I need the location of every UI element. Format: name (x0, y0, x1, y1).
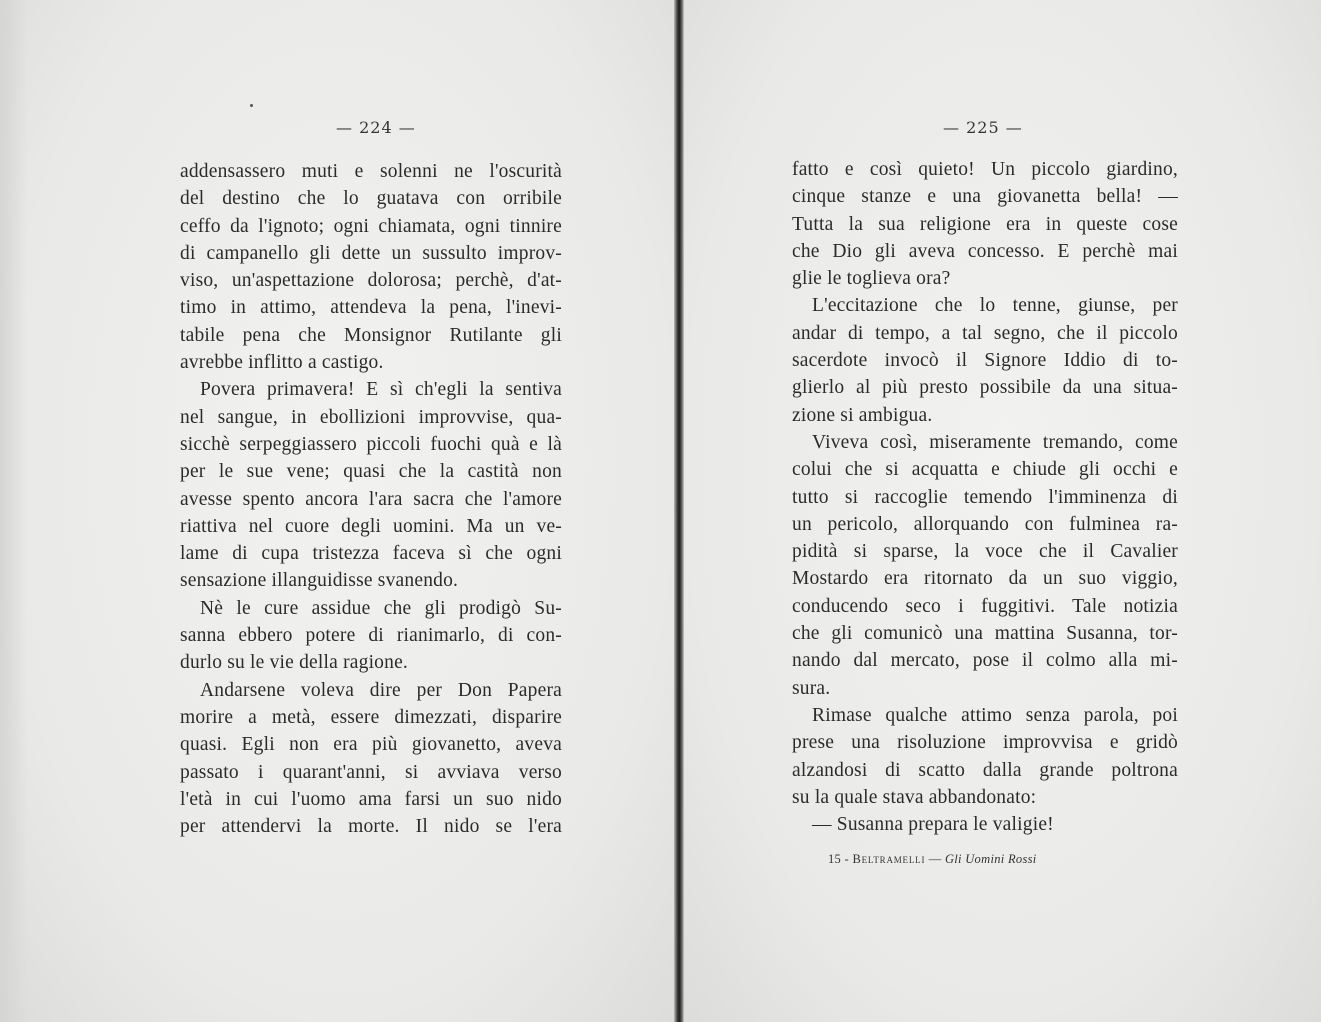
text-line: lame di cupa tristezza faceva sì che ogni (180, 543, 562, 565)
text-line: glie le toglieva ora? (792, 268, 951, 290)
text-line: avrebbe inflitto a castigo. (180, 352, 384, 374)
text-line: per le sue vene; quasi che la castità non (180, 461, 562, 483)
text-line: — Susanna prepara le valigie! (812, 814, 1054, 836)
right-page-text (792, 156, 1178, 838)
text-line: pidità si sparse, la voce che il Cavalier (792, 541, 1178, 563)
text-line: Rimase qualche attimo senza parola, poi (812, 704, 1178, 726)
text-line: Viveva così, miseramente tremando, come (812, 431, 1178, 453)
text-line: conducendo seco i fuggitivi. Tale notizia (792, 595, 1178, 617)
text-line: Tutta la sua religione era in queste cose (792, 213, 1178, 235)
text-line: sanna ebbero potere di rianimarlo, di con- (180, 625, 562, 647)
text-line: fatto e così quieto! Un piccolo giardino, (792, 159, 1178, 180)
footnote-separator: — (928, 852, 942, 866)
text-line: riattiva nel cuore degli uomini. Ma un ve- (180, 515, 562, 537)
text-line: durlo su le vie della ragione. (180, 652, 409, 674)
printer-signature-footnote (828, 852, 1037, 867)
text-line: quasi. Egli non era più giovanetto, aveva (180, 734, 562, 756)
text-line: Povera primavera! E sì ch'egli la sentiva (200, 379, 562, 401)
footnote-title: Gli Uomini Rossi (944, 852, 1037, 866)
text-line: andar di tempo, a tal segno, che il piccolo (792, 322, 1178, 344)
text-line: su la quale stava abbandonato: (792, 786, 1037, 808)
book-gutter (674, 0, 684, 1022)
text-line: Andarsene voleva dire per Don Papera (200, 679, 562, 701)
text-line: che gli comunicò una mattina Susanna, tor- (792, 623, 1178, 645)
text-line: nando dal mercato, pose il colmo alla mi- (792, 650, 1178, 672)
text-line: l'età in cui l'uomo ama farsi un suo nido (180, 788, 562, 810)
text-line: Mostardo era ritornato da un suo viggio, (792, 568, 1178, 590)
text-line: sicchè serpeggiassero piccoli fuochi quà e là (180, 433, 562, 455)
right-page-number: — 225 — (943, 118, 1023, 137)
text-line: ceffo da l'ignoto; ogni chiamata, ogni tinnire (180, 215, 562, 237)
text-line: tutto si raccoglie temendo l'imminenza di (792, 486, 1178, 508)
text-line: Nè le cure assidue che gli prodigò Su- (200, 597, 562, 619)
footnote-author: Beltramelli (852, 852, 926, 866)
text-line: zione si ambigua. (792, 404, 933, 426)
text-line: un pericolo, allorquando con fulminea ra- (792, 513, 1178, 535)
text-line: viso, un'aspettazione dolorosa; perchè, d'at- (180, 270, 562, 292)
text-line: sura. (792, 677, 831, 699)
text-line: sensazione illanguidisse svanendo. (180, 570, 459, 592)
text-line: morire a metà, essere dimezzati, disparire (180, 706, 562, 728)
paper-speck (250, 104, 253, 107)
text-line: avesse spento ancora l'ara sacra che l'amore (180, 488, 562, 510)
left-page-number: — 224 — (336, 118, 416, 137)
text-line: passato i quarant'anni, si avviava verso (180, 761, 562, 783)
signature-number: 15 - (828, 852, 849, 866)
text-line: cinque stanze e una giovanetta bella! — (792, 186, 1178, 208)
text-line: del destino che lo guatava con orribile (180, 188, 562, 210)
text-line: timo in attimo, attendeva la pena, l'inevi- (180, 297, 562, 319)
text-line: prese una risoluzione improvvisa e gridò (792, 732, 1178, 754)
text-line: alzandosi di scatto dalla grande poltrona (792, 759, 1178, 781)
text-line: che Dio gli aveva concesso. E perchè mai (792, 240, 1178, 262)
text-line: glierlo al più presto possibile da una situa- (792, 377, 1178, 399)
left-page-text (180, 158, 562, 840)
text-line: tabile pena che Monsignor Rutilante gli (180, 324, 562, 346)
left-page-edge-shadow (0, 0, 28, 1022)
text-line: nel sangue, in ebollizioni improvvise, qua- (180, 406, 562, 428)
text-line: sacerdote invocò il Signore Iddio di to- (792, 350, 1178, 372)
text-line: L'eccitazione che lo tenne, giunse, per (812, 295, 1178, 317)
text-line: per attendervi la morte. Il nido se l'era (180, 816, 562, 838)
text-line: colui che si acquatta e chiude gli occhi e (792, 459, 1178, 481)
text-line: addensassero muti e solenni ne l'oscurità (180, 161, 562, 182)
text-line: di campanello gli dette un sussulto improv- (180, 242, 562, 264)
